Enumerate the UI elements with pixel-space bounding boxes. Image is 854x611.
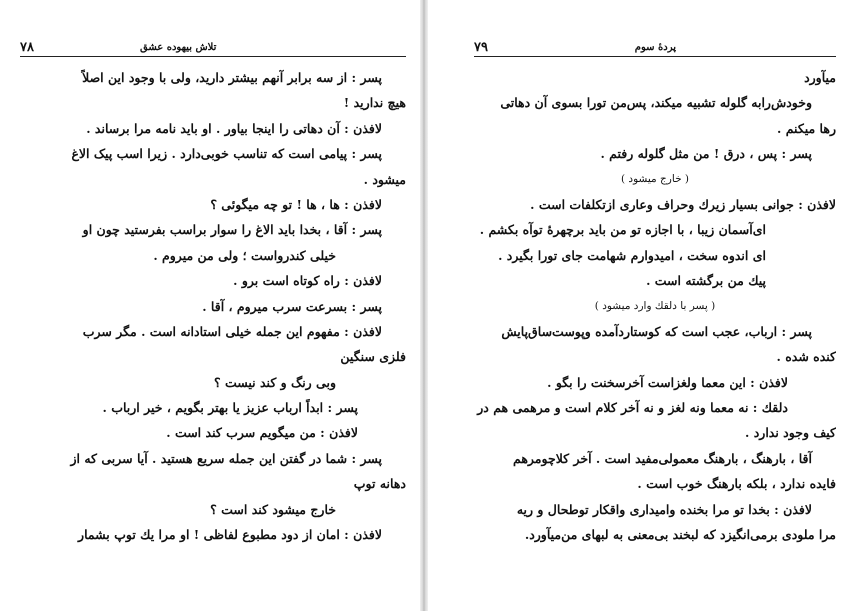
text-line: هیچ ندارید ! xyxy=(343,95,406,111)
text-line: پسر : شما در گفتن این جمله سریع هستید . آیا سربی که از xyxy=(70,450,382,466)
text-line: لافذن : من میگویم سرب کند است . xyxy=(166,425,358,441)
stage-direction: ( پسر با دلقك وارد میشود ) xyxy=(594,299,716,312)
text-line: دهانه توپ xyxy=(353,476,406,492)
text-line: کنده شده . xyxy=(776,349,836,365)
text-line: دلقك : نه معما ونه لغز و نه آخر کلام است و مرهمی هم در xyxy=(477,400,788,416)
text-line: خارج میشود کند است ؟ xyxy=(210,501,336,517)
text-line: پسر : پیامی است که تناسب خوبی‌دارد . زیرا اسب پیک الاغ xyxy=(71,146,382,162)
text-line: میآورد xyxy=(804,70,836,85)
right-page xyxy=(428,0,854,611)
left-page-number: ۷۸ xyxy=(20,40,34,55)
text-line: لافذن : ها ، ها ! تو چه میگوئی ؟ xyxy=(210,196,382,212)
stage-direction: ( خارج میشود ) xyxy=(620,172,689,185)
text-line: پسر : ابداً ارباب عزیز یا بهتر بگویم ، خیر ارباب . xyxy=(102,400,358,416)
right-page-header xyxy=(474,40,836,57)
text-line: میشود . xyxy=(363,171,406,187)
right-page-body xyxy=(474,65,836,547)
text-line: پسر : بسرعت سرب میروم ، آقا . xyxy=(202,298,382,314)
text-line: کیف وجود ندارد . xyxy=(745,425,836,441)
text-line: وخودش‌رابه گلوله تشبیه میکند، پس‌من تورا بسوی آن دهاتی xyxy=(500,95,812,111)
text-line: رها میکنم . xyxy=(777,120,836,136)
text-line: لافذن : جوانی بسیار زیرك وحراف وعاری ازتکلفات است . xyxy=(530,196,836,212)
text-line: وبی رنگ و کند نیست ؟ xyxy=(213,374,336,390)
text-line: خیلی کندرواست ؛ ولی من میروم . xyxy=(153,247,336,263)
book-gutter xyxy=(420,0,428,611)
text-line: فلزی سنگین xyxy=(340,349,406,365)
text-line: لافذن : آن دهاتی را اینجا بیاور . او باید نامه مرا برساند . xyxy=(86,120,382,136)
text-line: ای اندوه سخت ، امیدوارم شهامت جای تورا بگیرد . xyxy=(498,247,766,263)
text-line: لافذن : امان از دود مطبوع لفاظی ! او مرا یك توپ بشمار xyxy=(78,527,382,543)
text-line: فایده ندارد ، بلکه بارهنگ خوب است . xyxy=(637,476,836,492)
text-line: لافذن : راه کوتاه است برو . xyxy=(233,273,382,289)
text-line: پسر : پس ، درق ! من مثل گلوله رفتم . xyxy=(600,146,812,162)
text-line: پسر : ارباب، عجب است که کوستاردآمده وپوست‌ساق‌پایش xyxy=(501,323,812,339)
left-page-body xyxy=(20,65,406,547)
right-running-title: پردهٔ سوم xyxy=(634,42,676,53)
text-line: لافذن : مفهوم این جمله خیلی استادانه است . مگر سرب xyxy=(82,323,382,339)
text-line: پسر : آقا ، بخدا باید الاغ را سوار براسب بفرستید چون او xyxy=(82,222,382,238)
text-line: آقا ، بارهنگ ، بارهنگ معمولی‌مفید است . آخر کلاچومرهم xyxy=(513,450,812,466)
text-line: لافذن : این معما ولغزاست آخرسخنت را بگو . xyxy=(547,374,788,390)
text-line: مرا ملودی برمی‌انگیزد که لبخند بی‌معنی به لبهای من‌میآورد. xyxy=(524,527,836,543)
text-line: لافذن : بخدا تو مرا بخنده وامیداری واقکار توطحال و ریه xyxy=(516,501,812,517)
left-page xyxy=(0,0,420,611)
text-line: پسر : از سه برابر آنهم بیشتر دارید، ولی با وجود این اصلاً xyxy=(82,70,382,85)
right-page-number: ۷۹ xyxy=(474,40,488,55)
text-line: ای‌آسمان زیبا ، با اجازه تو من باید برچهرهٔ توآه بکشم . xyxy=(479,222,766,238)
text-line: پیك من برگشته است . xyxy=(646,273,766,289)
left-page-header xyxy=(20,40,406,57)
left-running-title: تلاش بیهوده عشق xyxy=(140,42,217,53)
